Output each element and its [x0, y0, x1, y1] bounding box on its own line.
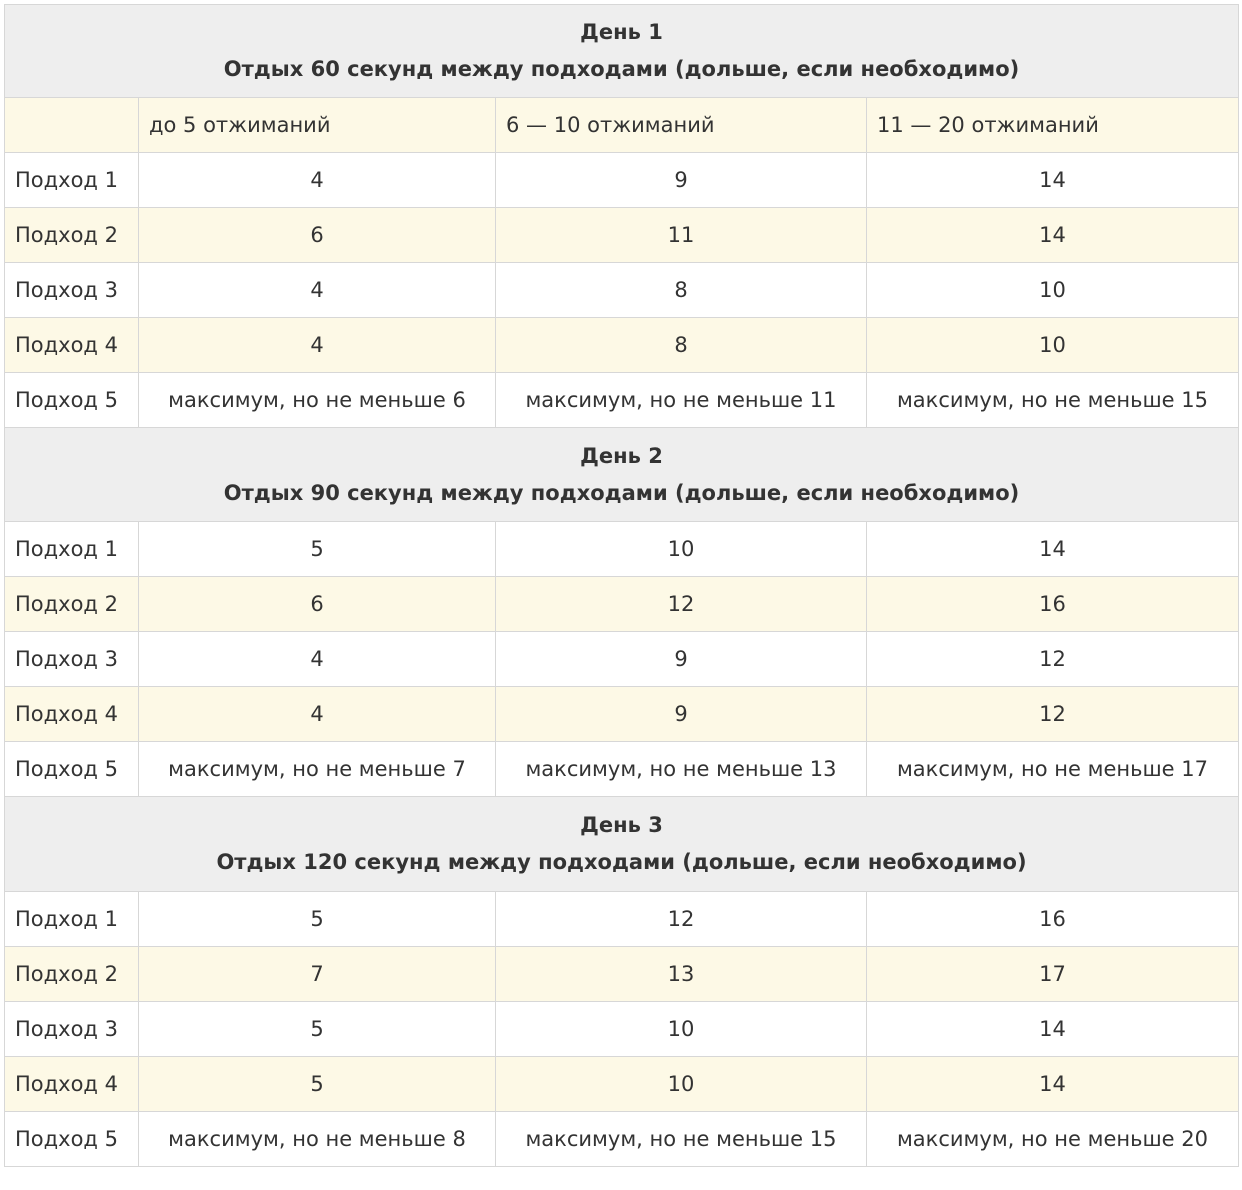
- value-cell: 4: [139, 318, 496, 373]
- set-label: Подход 3: [5, 263, 139, 318]
- value-cell: 12: [867, 687, 1239, 742]
- value-cell: 9: [496, 632, 867, 687]
- value-cell: максимум, но не меньше 17: [867, 742, 1239, 797]
- day-header-cell: [5, 797, 1239, 892]
- table-row: [5, 522, 1239, 577]
- value-cell: 17: [867, 947, 1239, 1002]
- value-cell: 16: [867, 577, 1239, 632]
- set-label: Подход 4: [5, 1057, 139, 1112]
- value-cell: 4: [139, 153, 496, 208]
- value-cell: 14: [867, 153, 1239, 208]
- day-header-cell: [5, 5, 1239, 98]
- value-cell: 10: [496, 1002, 867, 1057]
- table-row: [5, 742, 1239, 797]
- set-label: Подход 5: [5, 742, 139, 797]
- value-cell: 5: [139, 1057, 496, 1112]
- value-cell: 12: [496, 577, 867, 632]
- day-rest-note: Отдых 90 секунд между подходами (дольше, если необходимо): [223, 480, 1020, 505]
- value-cell: 6: [139, 208, 496, 263]
- column-header-row: [5, 98, 1239, 153]
- value-cell: максимум, но не меньше 11: [496, 373, 867, 428]
- table-row: [5, 577, 1239, 632]
- day-title: День 1: [580, 20, 663, 44]
- table-row: [5, 1057, 1239, 1112]
- value-cell: максимум, но не меньше 7: [139, 742, 496, 797]
- value-cell: максимум, но не меньше 20: [867, 1112, 1239, 1167]
- value-cell: 14: [867, 208, 1239, 263]
- value-cell: 7: [139, 947, 496, 1002]
- table-row: [5, 208, 1239, 263]
- table-row: [5, 687, 1239, 742]
- value-cell: 4: [139, 632, 496, 687]
- set-label: Подход 5: [5, 1112, 139, 1167]
- set-label: Подход 2: [5, 208, 139, 263]
- set-label: Подход 1: [5, 153, 139, 208]
- day-title: День 3: [580, 813, 663, 837]
- set-label: Подход 1: [5, 892, 139, 947]
- value-cell: 6: [139, 577, 496, 632]
- table-row: [5, 318, 1239, 373]
- column-header-up-to-5: до 5 отжиманий: [139, 98, 496, 153]
- set-label: Подход 4: [5, 318, 139, 373]
- column-header-11-20: 11 — 20 отжиманий: [867, 98, 1239, 153]
- value-cell: 14: [867, 1057, 1239, 1112]
- table-row: [5, 263, 1239, 318]
- day-header-row: [5, 5, 1239, 98]
- pushup-program-table: [4, 4, 1239, 1167]
- value-cell: максимум, но не меньше 15: [867, 373, 1239, 428]
- value-cell: 5: [139, 1002, 496, 1057]
- value-cell: 12: [496, 892, 867, 947]
- table-row: [5, 892, 1239, 947]
- value-cell: максимум, но не меньше 15: [496, 1112, 867, 1167]
- value-cell: 13: [496, 947, 867, 1002]
- value-cell: 4: [139, 263, 496, 318]
- value-cell: 14: [867, 1002, 1239, 1057]
- value-cell: 14: [867, 522, 1239, 577]
- day-rest-note: Отдых 60 секунд между подходами (дольше, если необходимо): [223, 57, 1020, 81]
- set-label: Подход 3: [5, 632, 139, 687]
- value-cell: 8: [496, 263, 867, 318]
- value-cell: 4: [139, 687, 496, 742]
- table-row: [5, 1112, 1239, 1167]
- value-cell: 10: [496, 1057, 867, 1112]
- value-cell: 10: [867, 263, 1239, 318]
- value-cell: 5: [139, 892, 496, 947]
- set-label: Подход 5: [5, 373, 139, 428]
- value-cell: максимум, но не меньше 8: [139, 1112, 496, 1167]
- table-row: [5, 1002, 1239, 1057]
- value-cell: 10: [496, 522, 867, 577]
- value-cell: 10: [867, 318, 1239, 373]
- pushup-program-table-wrapper: [4, 4, 1238, 1167]
- day-header-cell: [5, 428, 1239, 522]
- value-cell: максимум, но не меньше 13: [496, 742, 867, 797]
- value-cell: 16: [867, 892, 1239, 947]
- day-header-row: [5, 797, 1239, 892]
- table-row: [5, 947, 1239, 1002]
- table-row: [5, 632, 1239, 687]
- set-label: Подход 2: [5, 577, 139, 632]
- day-header-row: [5, 428, 1239, 522]
- value-cell: максимум, но не меньше 6: [139, 373, 496, 428]
- value-cell: 12: [867, 632, 1239, 687]
- day-title: День 2: [580, 443, 663, 468]
- set-label: Подход 3: [5, 1002, 139, 1057]
- table-row: [5, 153, 1239, 208]
- set-label: Подход 1: [5, 522, 139, 577]
- column-header-6-10: 6 — 10 отжиманий: [496, 98, 867, 153]
- set-label: Подход 2: [5, 947, 139, 1002]
- set-label: Подход 4: [5, 687, 139, 742]
- value-cell: 9: [496, 153, 867, 208]
- day-rest-note: Отдых 120 секунд между подходами (дольше, если необходимо): [216, 850, 1027, 874]
- value-cell: 11: [496, 208, 867, 263]
- value-cell: 8: [496, 318, 867, 373]
- column-header-blank: [5, 98, 139, 153]
- value-cell: 9: [496, 687, 867, 742]
- table-row: [5, 373, 1239, 428]
- value-cell: 5: [139, 522, 496, 577]
